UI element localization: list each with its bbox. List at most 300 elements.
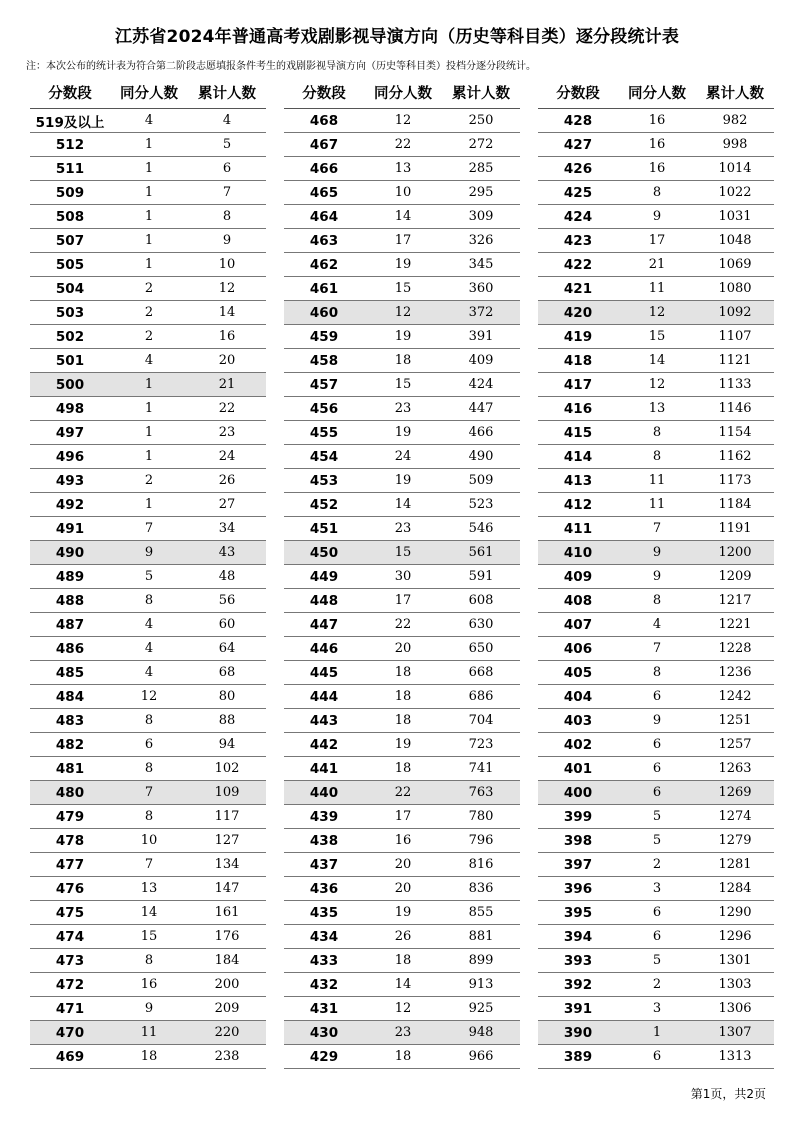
table-row <box>284 805 520 829</box>
cumulative-count-cell: 4 <box>188 109 266 133</box>
same-score-count-cell: 15 <box>618 325 696 349</box>
score-cell: 392 <box>538 973 618 997</box>
cumulative-count-cell: 14 <box>188 301 266 325</box>
table-row <box>538 829 774 853</box>
cumulative-count-cell: 1303 <box>696 973 774 997</box>
cumulative-count-cell: 1228 <box>696 637 774 661</box>
same-score-count-cell: 8 <box>110 757 188 781</box>
cumulative-count-cell: 723 <box>442 733 520 757</box>
table-row <box>30 397 266 421</box>
cumulative-count-cell: 509 <box>442 469 520 493</box>
cumulative-count-cell: 1069 <box>696 253 774 277</box>
score-cell: 442 <box>284 733 364 757</box>
score-cell: 415 <box>538 421 618 445</box>
cumulative-count-cell: 966 <box>442 1045 520 1069</box>
same-score-count-cell: 8 <box>110 709 188 733</box>
same-score-count-cell: 10 <box>364 181 442 205</box>
same-score-count-cell: 17 <box>364 805 442 829</box>
page-title: 江苏省2024年普通高考戏剧影视导演方向（历史等科目类）逐分段统计表 <box>114 27 680 47</box>
score-cell: 485 <box>30 661 110 685</box>
table-row <box>284 253 520 277</box>
same-score-count-cell: 2 <box>618 853 696 877</box>
same-score-count-cell: 5 <box>618 805 696 829</box>
cumulative-count-cell: 88 <box>188 709 266 733</box>
same-score-count-cell: 2 <box>110 277 188 301</box>
score-cell: 396 <box>538 877 618 901</box>
same-score-count-cell: 18 <box>364 709 442 733</box>
score-cell: 433 <box>284 949 364 973</box>
table-row <box>30 853 266 877</box>
cumulative-count-cell: 26 <box>188 469 266 493</box>
score-cell: 489 <box>30 565 110 589</box>
score-cell: 492 <box>30 493 110 517</box>
score-cell: 462 <box>284 253 364 277</box>
table-row <box>538 301 774 325</box>
score-cell: 416 <box>538 397 618 421</box>
same-score-count-cell: 7 <box>110 781 188 805</box>
score-cell: 448 <box>284 589 364 613</box>
table-row <box>284 997 520 1021</box>
same-score-count-cell: 9 <box>618 205 696 229</box>
cumulative-count-cell: 7 <box>188 181 266 205</box>
score-cell: 501 <box>30 349 110 373</box>
score-cell: 417 <box>538 373 618 397</box>
cumulative-count-cell: 285 <box>442 157 520 181</box>
score-cell: 466 <box>284 157 364 181</box>
score-cell: 449 <box>284 565 364 589</box>
cumulative-count-cell: 102 <box>188 757 266 781</box>
same-score-count-cell: 23 <box>364 517 442 541</box>
cumulative-count-cell: 80 <box>188 685 266 709</box>
cumulative-count-cell: 630 <box>442 613 520 637</box>
score-cell: 440 <box>284 781 364 805</box>
table-row <box>30 109 266 133</box>
cumulative-count-cell: 816 <box>442 853 520 877</box>
table-row <box>538 325 774 349</box>
table-row <box>284 349 520 373</box>
score-cell: 509 <box>30 181 110 205</box>
table-row <box>284 205 520 229</box>
score-cell: 427 <box>538 133 618 157</box>
cumulative-count-cell: 134 <box>188 853 266 877</box>
table-note: 注：本次公布的统计表为符合第二阶段志愿填报条件考生的戏剧影视导演方向（历史等科目类）投档分逐分段统计。 <box>26 61 536 72</box>
same-score-count-cell: 1 <box>110 133 188 157</box>
table-row <box>538 637 774 661</box>
table-row <box>538 565 774 589</box>
table-row <box>284 733 520 757</box>
cumulative-count-cell: 1281 <box>696 853 774 877</box>
table-row <box>30 229 266 253</box>
score-cell: 406 <box>538 637 618 661</box>
table-row <box>284 565 520 589</box>
cumulative-count-cell: 1290 <box>696 901 774 925</box>
same-score-count-cell: 12 <box>364 109 442 133</box>
cumulative-count-cell: 650 <box>442 637 520 661</box>
header-score-range: 分数段 <box>538 76 618 109</box>
score-cell: 504 <box>30 277 110 301</box>
score-cell: 486 <box>30 637 110 661</box>
cumulative-count-cell: 1307 <box>696 1021 774 1045</box>
table-row <box>284 301 520 325</box>
cumulative-count-cell: 948 <box>442 1021 520 1045</box>
table-row <box>30 301 266 325</box>
table-row <box>538 757 774 781</box>
same-score-count-cell: 1 <box>110 229 188 253</box>
cumulative-count-cell: 998 <box>696 133 774 157</box>
score-cell: 470 <box>30 1021 110 1045</box>
table-row <box>538 1045 774 1069</box>
same-score-count-cell: 18 <box>364 685 442 709</box>
table-row <box>30 925 266 949</box>
cumulative-count-cell: 1251 <box>696 709 774 733</box>
table-row <box>30 733 266 757</box>
table-row <box>284 853 520 877</box>
cumulative-count-cell: 1031 <box>696 205 774 229</box>
table-row <box>284 925 520 949</box>
table-row <box>30 541 266 565</box>
score-cell: 500 <box>30 373 110 397</box>
same-score-count-cell: 8 <box>618 181 696 205</box>
cumulative-count-cell: 220 <box>188 1021 266 1045</box>
cumulative-count-cell: 1014 <box>696 157 774 181</box>
table-row <box>538 397 774 421</box>
table-row <box>538 901 774 925</box>
score-cell: 420 <box>538 301 618 325</box>
score-cell: 505 <box>30 253 110 277</box>
score-cell: 401 <box>538 757 618 781</box>
table-row <box>538 253 774 277</box>
cumulative-count-cell: 409 <box>442 349 520 373</box>
score-cell: 430 <box>284 1021 364 1045</box>
cumulative-count-cell: 780 <box>442 805 520 829</box>
table-header-row <box>30 76 266 109</box>
same-score-count-cell: 3 <box>618 877 696 901</box>
same-score-count-cell: 18 <box>364 349 442 373</box>
score-cell: 481 <box>30 757 110 781</box>
score-cell: 410 <box>538 541 618 565</box>
cumulative-count-cell: 1269 <box>696 781 774 805</box>
cumulative-count-cell: 881 <box>442 925 520 949</box>
same-score-count-cell: 7 <box>618 517 696 541</box>
same-score-count-cell: 6 <box>110 733 188 757</box>
score-cell: 446 <box>284 637 364 661</box>
table-row <box>538 181 774 205</box>
table-row <box>284 109 520 133</box>
same-score-count-cell: 4 <box>618 613 696 637</box>
same-score-count-cell: 24 <box>364 445 442 469</box>
table-row <box>284 685 520 709</box>
score-cell: 393 <box>538 949 618 973</box>
score-cell: 407 <box>538 613 618 637</box>
same-score-count-cell: 14 <box>364 205 442 229</box>
score-cell: 512 <box>30 133 110 157</box>
same-score-count-cell: 22 <box>364 781 442 805</box>
same-score-count-cell: 19 <box>364 733 442 757</box>
cumulative-count-cell: 546 <box>442 517 520 541</box>
table-row <box>538 925 774 949</box>
table-row <box>538 109 774 133</box>
score-cell: 468 <box>284 109 364 133</box>
same-score-count-cell: 4 <box>110 661 188 685</box>
score-cell: 484 <box>30 685 110 709</box>
score-cell: 412 <box>538 493 618 517</box>
header-score-range: 分数段 <box>30 76 110 109</box>
same-score-count-cell: 19 <box>364 253 442 277</box>
table-row <box>538 421 774 445</box>
same-score-count-cell: 15 <box>110 925 188 949</box>
table-row <box>538 133 774 157</box>
table-row <box>284 133 520 157</box>
score-cell: 475 <box>30 901 110 925</box>
score-cell: 437 <box>284 853 364 877</box>
same-score-count-cell: 6 <box>618 757 696 781</box>
same-score-count-cell: 13 <box>618 397 696 421</box>
score-cell: 404 <box>538 685 618 709</box>
score-cell: 491 <box>30 517 110 541</box>
score-cell: 477 <box>30 853 110 877</box>
header-cumulative-count: 累计人数 <box>442 76 520 109</box>
same-score-count-cell: 30 <box>364 565 442 589</box>
same-score-count-cell: 16 <box>618 157 696 181</box>
cumulative-count-cell: 184 <box>188 949 266 973</box>
score-cell: 487 <box>30 613 110 637</box>
same-score-count-cell: 8 <box>618 589 696 613</box>
same-score-count-cell: 8 <box>618 661 696 685</box>
same-score-count-cell: 1 <box>110 253 188 277</box>
same-score-count-cell: 6 <box>618 1045 696 1069</box>
score-cell: 469 <box>30 1045 110 1069</box>
cumulative-count-cell: 23 <box>188 421 266 445</box>
cumulative-count-cell: 127 <box>188 829 266 853</box>
same-score-count-cell: 6 <box>618 925 696 949</box>
cumulative-count-cell: 704 <box>442 709 520 733</box>
same-score-count-cell: 4 <box>110 613 188 637</box>
cumulative-count-cell: 200 <box>188 973 266 997</box>
score-cell: 451 <box>284 517 364 541</box>
cumulative-count-cell: 1279 <box>696 829 774 853</box>
score-cell: 447 <box>284 613 364 637</box>
cumulative-count-cell: 109 <box>188 781 266 805</box>
table-row <box>30 661 266 685</box>
table-row <box>30 637 266 661</box>
score-table-1 <box>30 76 266 1069</box>
score-cell: 443 <box>284 709 364 733</box>
score-cell: 431 <box>284 997 364 1021</box>
table-row <box>30 277 266 301</box>
cumulative-count-cell: 1274 <box>696 805 774 829</box>
same-score-count-cell: 19 <box>364 469 442 493</box>
same-score-count-cell: 7 <box>110 853 188 877</box>
table-row <box>284 661 520 685</box>
score-cell: 502 <box>30 325 110 349</box>
score-cell: 482 <box>30 733 110 757</box>
header-score-range: 分数段 <box>284 76 364 109</box>
table-row <box>30 349 266 373</box>
score-cell: 418 <box>538 349 618 373</box>
same-score-count-cell: 23 <box>364 1021 442 1045</box>
cumulative-count-cell: 1048 <box>696 229 774 253</box>
same-score-count-cell: 23 <box>364 397 442 421</box>
same-score-count-cell: 21 <box>618 253 696 277</box>
cumulative-count-cell: 1306 <box>696 997 774 1021</box>
table-row <box>538 445 774 469</box>
table-row <box>284 709 520 733</box>
table-row <box>538 853 774 877</box>
table-row <box>284 877 520 901</box>
same-score-count-cell: 18 <box>364 757 442 781</box>
table-row <box>284 181 520 205</box>
cumulative-count-cell: 1301 <box>696 949 774 973</box>
same-score-count-cell: 5 <box>618 829 696 853</box>
table-row <box>30 709 266 733</box>
same-score-count-cell: 1 <box>110 205 188 229</box>
cumulative-count-cell: 741 <box>442 757 520 781</box>
table-row <box>538 805 774 829</box>
table-row <box>538 469 774 493</box>
table-row <box>284 1021 520 1045</box>
header-cumulative-count: 累计人数 <box>696 76 774 109</box>
score-cell: 467 <box>284 133 364 157</box>
score-cell: 391 <box>538 997 618 1021</box>
score-cell: 425 <box>538 181 618 205</box>
table-row <box>30 421 266 445</box>
cumulative-count-cell: 763 <box>442 781 520 805</box>
cumulative-count-cell: 668 <box>442 661 520 685</box>
same-score-count-cell: 11 <box>618 493 696 517</box>
score-cell: 490 <box>30 541 110 565</box>
same-score-count-cell: 14 <box>618 349 696 373</box>
header-same-score-count: 同分人数 <box>110 76 188 109</box>
cumulative-count-cell: 1092 <box>696 301 774 325</box>
same-score-count-cell: 20 <box>364 877 442 901</box>
score-cell: 476 <box>30 877 110 901</box>
cumulative-count-cell: 1217 <box>696 589 774 613</box>
cumulative-count-cell: 309 <box>442 205 520 229</box>
table-row <box>284 445 520 469</box>
same-score-count-cell: 15 <box>364 373 442 397</box>
cumulative-count-cell: 1242 <box>696 685 774 709</box>
cumulative-count-cell: 490 <box>442 445 520 469</box>
cumulative-count-cell: 1154 <box>696 421 774 445</box>
table-row <box>538 541 774 565</box>
table-row <box>30 445 266 469</box>
same-score-count-cell: 6 <box>618 901 696 925</box>
cumulative-count-cell: 1209 <box>696 565 774 589</box>
table-row <box>30 997 266 1021</box>
same-score-count-cell: 17 <box>618 229 696 253</box>
same-score-count-cell: 11 <box>618 277 696 301</box>
same-score-count-cell: 11 <box>110 1021 188 1045</box>
table-row <box>538 973 774 997</box>
same-score-count-cell: 18 <box>364 661 442 685</box>
table-row <box>30 493 266 517</box>
same-score-count-cell: 14 <box>110 901 188 925</box>
cumulative-count-cell: 591 <box>442 565 520 589</box>
score-cell: 511 <box>30 157 110 181</box>
cumulative-count-cell: 1121 <box>696 349 774 373</box>
score-cell: 459 <box>284 325 364 349</box>
score-cell: 478 <box>30 829 110 853</box>
table-row <box>284 613 520 637</box>
table-row <box>284 637 520 661</box>
score-cell: 483 <box>30 709 110 733</box>
same-score-count-cell: 4 <box>110 109 188 133</box>
cumulative-count-cell: 913 <box>442 973 520 997</box>
same-score-count-cell: 7 <box>110 517 188 541</box>
table-row <box>30 565 266 589</box>
table-row <box>284 373 520 397</box>
cumulative-count-cell: 12 <box>188 277 266 301</box>
score-cell: 450 <box>284 541 364 565</box>
score-cell: 423 <box>538 229 618 253</box>
table-row <box>30 1021 266 1045</box>
score-cell: 435 <box>284 901 364 925</box>
table-row <box>538 229 774 253</box>
same-score-count-cell: 4 <box>110 349 188 373</box>
table-row <box>30 949 266 973</box>
table-row <box>30 805 266 829</box>
table-row <box>30 205 266 229</box>
cumulative-count-cell: 372 <box>442 301 520 325</box>
cumulative-count-cell: 1236 <box>696 661 774 685</box>
score-cell: 398 <box>538 829 618 853</box>
cumulative-count-cell: 855 <box>442 901 520 925</box>
table-row <box>30 517 266 541</box>
same-score-count-cell: 18 <box>364 949 442 973</box>
same-score-count-cell: 18 <box>364 1045 442 1069</box>
table-row <box>30 133 266 157</box>
score-cell: 395 <box>538 901 618 925</box>
same-score-count-cell: 1 <box>618 1021 696 1045</box>
same-score-count-cell: 15 <box>364 541 442 565</box>
score-cell: 419 <box>538 325 618 349</box>
same-score-count-cell: 17 <box>364 589 442 613</box>
score-cell: 394 <box>538 925 618 949</box>
cumulative-count-cell: 295 <box>442 181 520 205</box>
score-cell: 508 <box>30 205 110 229</box>
table-row <box>30 325 266 349</box>
cumulative-count-cell: 1313 <box>696 1045 774 1069</box>
cumulative-count-cell: 1080 <box>696 277 774 301</box>
same-score-count-cell: 20 <box>364 853 442 877</box>
table-row <box>284 493 520 517</box>
same-score-count-cell: 1 <box>110 373 188 397</box>
same-score-count-cell: 12 <box>618 373 696 397</box>
table-row <box>30 373 266 397</box>
same-score-count-cell: 9 <box>110 541 188 565</box>
table-row <box>30 781 266 805</box>
same-score-count-cell: 2 <box>110 469 188 493</box>
score-cell: 411 <box>538 517 618 541</box>
cumulative-count-cell: 9 <box>188 229 266 253</box>
table-row <box>30 685 266 709</box>
score-cell: 457 <box>284 373 364 397</box>
score-cell: 471 <box>30 997 110 1021</box>
same-score-count-cell: 14 <box>364 493 442 517</box>
same-score-count-cell: 1 <box>110 157 188 181</box>
cumulative-count-cell: 1184 <box>696 493 774 517</box>
table-row <box>538 493 774 517</box>
same-score-count-cell: 19 <box>364 325 442 349</box>
score-cell: 441 <box>284 757 364 781</box>
cumulative-count-cell: 608 <box>442 589 520 613</box>
cumulative-count-cell: 1284 <box>696 877 774 901</box>
score-cell: 399 <box>538 805 618 829</box>
same-score-count-cell: 10 <box>110 829 188 853</box>
cumulative-count-cell: 561 <box>442 541 520 565</box>
score-cell: 409 <box>538 565 618 589</box>
same-score-count-cell: 12 <box>364 301 442 325</box>
